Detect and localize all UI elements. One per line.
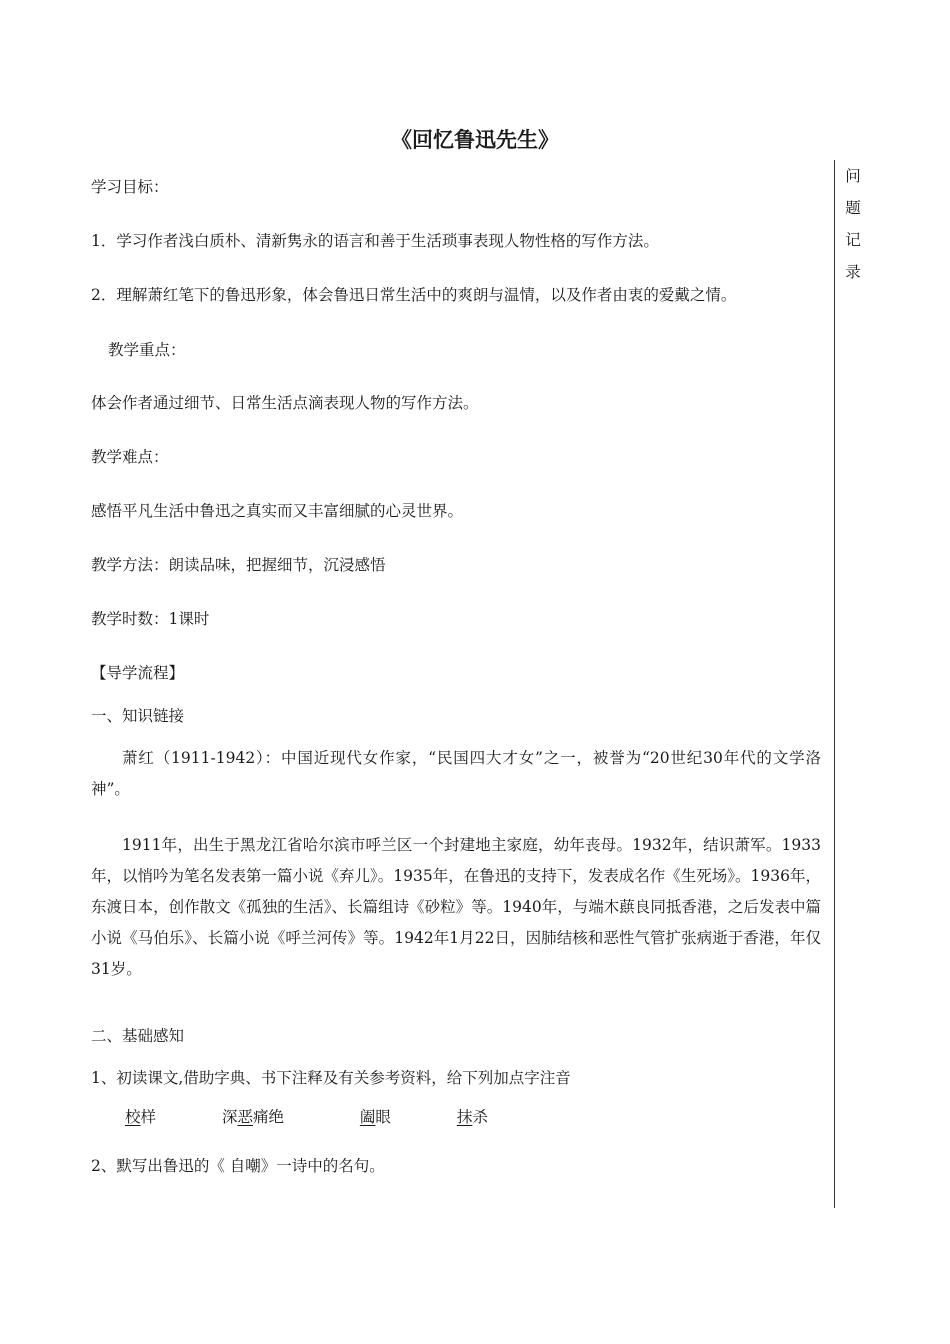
page-title: 《回忆鲁迅先生》 [391,128,559,152]
teaching-method: 教学方法：朗读品味，把握细节，沉浸感悟 [91,556,386,574]
side-note-char: 问 [845,167,861,185]
word-item: 校样 [125,1105,217,1127]
objective-1: 1．学习作者浅白质朴、清新隽永的语言和善于生活琐事表现人物性格的写作方法。 [91,232,659,250]
difficulty: 感悟平凡生活中鲁迅之真实而又丰富细腻的心灵世界。 [91,502,464,520]
side-note-char: 题 [845,199,861,217]
side-note-char: 录 [845,263,861,281]
side-note [843,160,863,288]
difficulty-heading: 教学难点： [91,448,169,466]
marked-char: 校 [125,1108,141,1126]
teaching-hours: 教学时数：1课时 [91,610,210,628]
word-item: 抹杀 [457,1105,488,1127]
key-point: 体会作者通过细节、日常生活点滴表现人物的写作方法。 [91,394,479,412]
marked-char: 恶 [237,1108,253,1126]
section-heading-1: 一、知识链接 [91,707,185,725]
bio-intro: 萧红（1911-1942）：中国近现代女作家，“民国四大才女”之一，被誉为“20世纪30年代的文学洛神”。 [91,749,821,798]
task-1: 1、初读课文,借助字典、书下注释及有关参考资料，给下列加点字注音 [91,1069,571,1087]
marked-char: 抹 [456,1108,473,1126]
key-point-heading: 教学重点： [108,341,186,359]
margin-divider [834,160,835,1208]
pinyin-word-list [125,1105,488,1127]
objective-2: 2．理解萧红笔下的鲁迅形象，体会鲁迅日常生活中的爽朗与温情，以及作者由衷的爱戴之情。 [91,286,737,304]
objectives-heading: 学习目标： [91,178,169,196]
section-heading-2: 二、基础感知 [91,1027,185,1045]
flow-heading: 【导学流程】 [91,664,185,682]
task-2: 2、默写出鲁迅的《 自嘲》一诗中的名句。 [91,1157,385,1175]
side-note-char: 记 [845,231,861,249]
word-item: 深恶痛绝 [222,1105,355,1127]
bio-detail: 1911年，出生于黑龙江省哈尔滨市呼兰区一个封建地主家庭，幼年丧母。1932年，结识萧军。1933年，以悄吟为笔名发表第一篇小说《弃儿》。1935年，在鲁迅的支持下，发表成名作《生死场》。1936年，东渡日本，创作散文《孤独的生活》、长篇组诗《砂粒》等。1940年，与端木蕻良同抵香港，之后发表中篇小说《马伯乐》、长篇小说《呼兰河传》等。1942年1月22日，因肺结核和恶性气管扩张病逝于香港，年仅31岁。 [91,836,821,978]
word-item: 阖眼 [360,1105,452,1127]
marked-char: 阖 [359,1108,376,1126]
